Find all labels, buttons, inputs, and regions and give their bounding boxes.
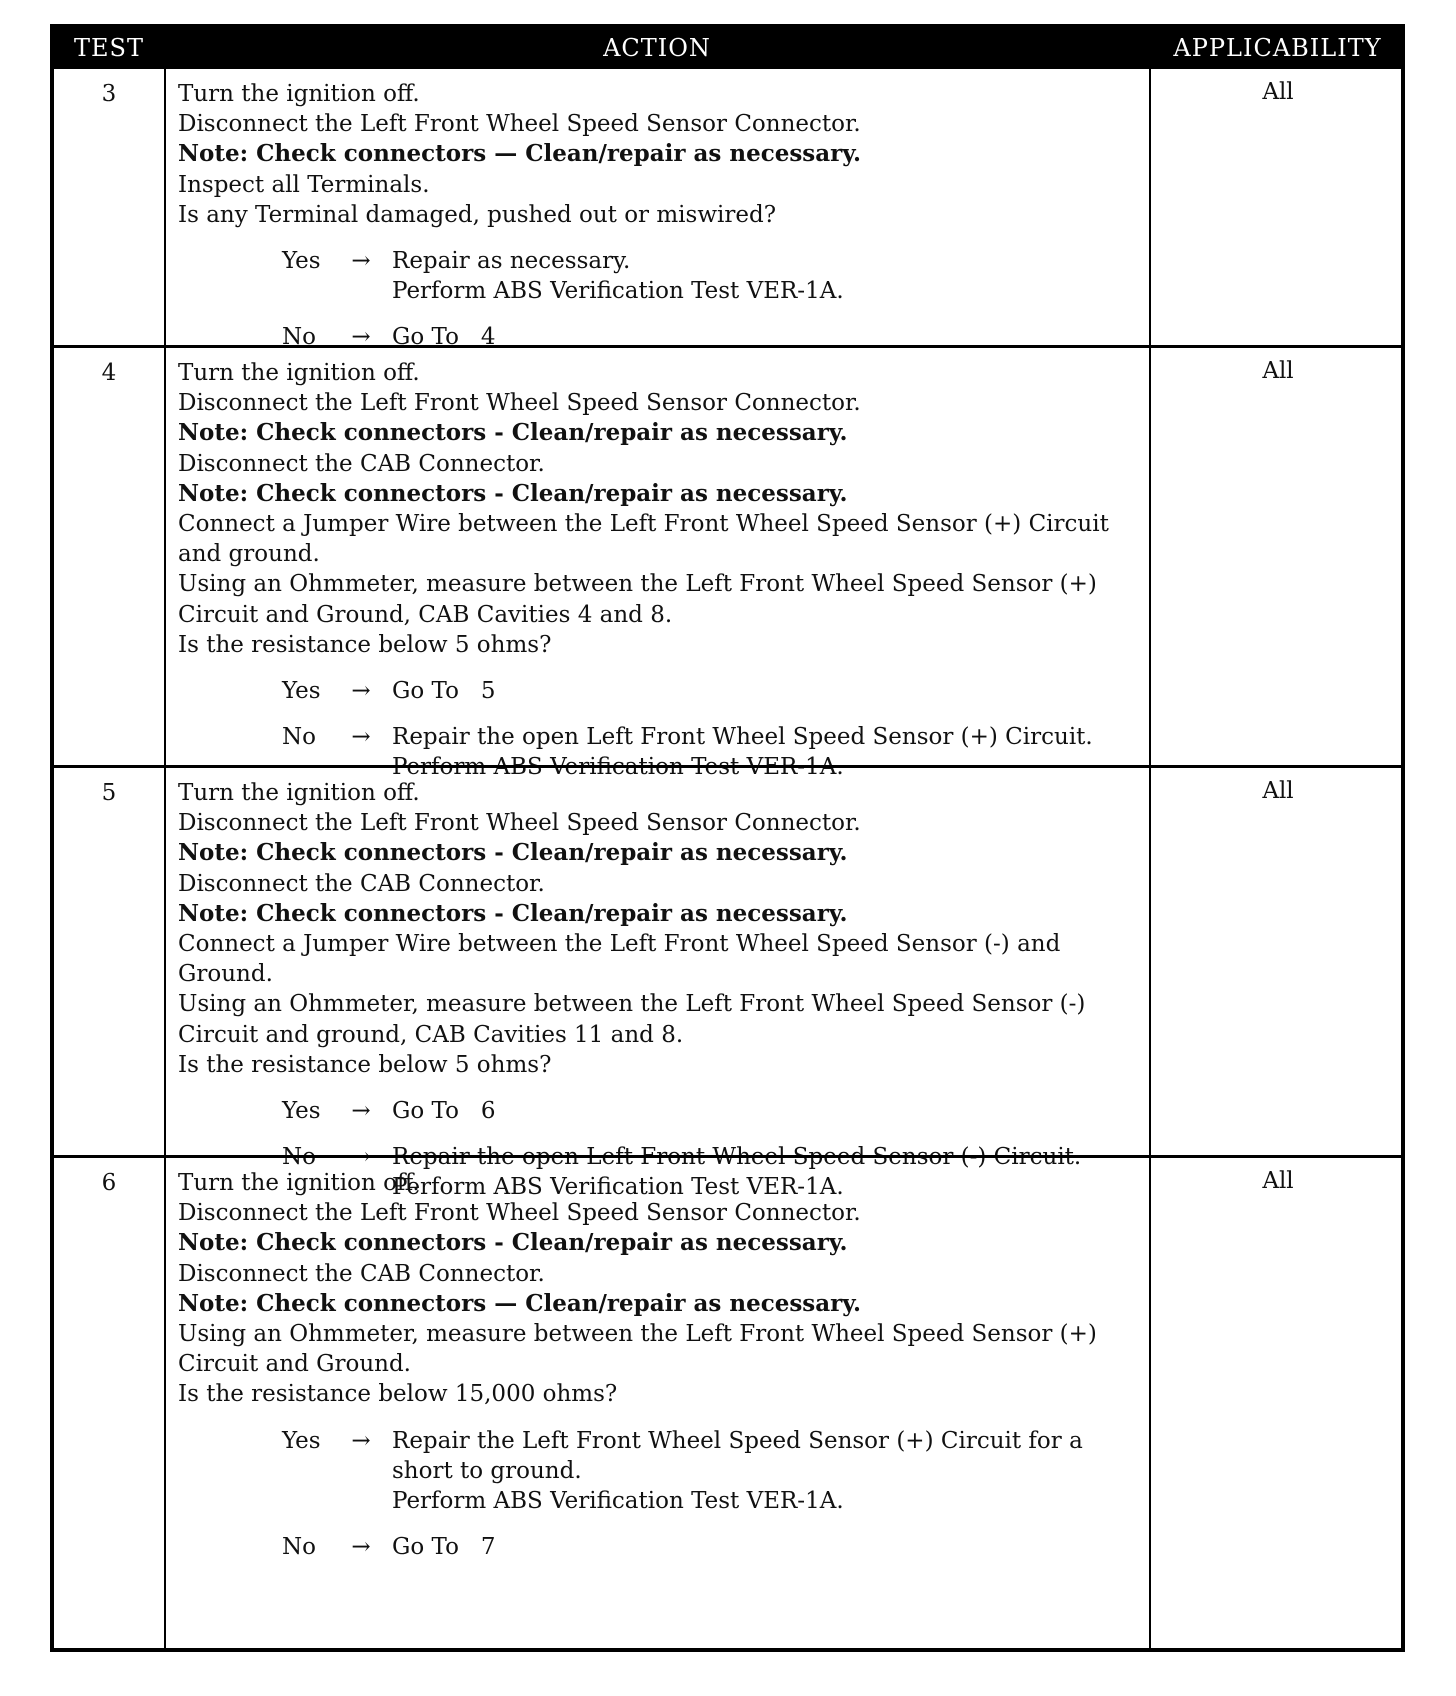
result-line: Perform ABS Verification Test VER-1A. (392, 1488, 844, 1515)
yes-branch (282, 676, 1136, 706)
test-number: 5 (101, 780, 117, 806)
table-row (54, 345, 1401, 781)
action-line: Disconnect the Left Front Wheel Speed Sensor Connector. (178, 111, 861, 138)
action-cell (178, 778, 1136, 1203)
action-line: Disconnect the Left Front Wheel Speed Sensor Connector. (178, 810, 861, 837)
no-branch (282, 1532, 1136, 1562)
action-cell (178, 1168, 1136, 1562)
note-line: Note: Check connectors - Clean/repair as necessary. (178, 419, 848, 447)
action-line: Turn the ignition off. (178, 780, 420, 806)
arrow-icon: → (351, 1098, 371, 1125)
question-line: Is the resistance below 15,000 ohms? (178, 1381, 618, 1408)
applicability-value: All (1262, 1168, 1294, 1194)
action-line: Using an Ohmmeter, measure between the Left Front Wheel Speed Sensor (-) Circuit and ground, CAB Cavities 11 and 8. (178, 991, 1086, 1048)
result-line: Repair the open Left Front Wheel Speed Sensor (-) Circuit. (392, 1144, 1082, 1171)
question-line: Is the resistance below 5 ohms? (178, 631, 552, 658)
table-row (54, 66, 1401, 351)
result-line: Perform ABS Verification Test VER-1A. (392, 278, 844, 305)
yes-label: Yes (282, 248, 321, 275)
test-number: 3 (101, 81, 117, 107)
applicability-value: All (1262, 358, 1294, 384)
action-line: Disconnect the CAB Connector. (178, 870, 545, 897)
note-line: Note: Check connectors - Clean/repair as necessary. (178, 479, 848, 507)
yes-label: Yes (282, 678, 321, 705)
note-line: Note: Check connectors — Clean/repair as necessary. (178, 140, 862, 168)
yes-branch (282, 1426, 1136, 1517)
yes-label: Yes (282, 1427, 321, 1454)
yes-branch (282, 1096, 1136, 1126)
action-line: Using an Ohmmeter, measure between the Left Front Wheel Speed Sensor (+) Circuit and Ground. (178, 1321, 1097, 1378)
test-number: 6 (101, 1170, 117, 1196)
yes-label: Yes (282, 1098, 321, 1125)
result-line: Go To 4 (392, 324, 496, 351)
action-line: Connect a Jumper Wire between the Left Front Wheel Speed Sensor (-) and Ground. (178, 931, 1061, 988)
result-line: Repair the open Left Front Wheel Speed Sensor (+) Circuit. (392, 724, 1093, 751)
header-action: ACTION (603, 34, 711, 62)
header-test: TEST (74, 34, 144, 62)
result-line: Go To 5 (392, 678, 496, 705)
table-row (54, 765, 1401, 1201)
arrow-icon: → (351, 324, 371, 351)
action-line: Turn the ignition off. (178, 1170, 420, 1196)
action-cell (178, 358, 1136, 783)
action-line: Using an Ohmmeter, measure between the Left Front Wheel Speed Sensor (+) Circuit and Ground, CAB Cavities 4 and 8. (178, 571, 1097, 628)
arrow-icon: → (351, 1144, 371, 1171)
arrow-icon: → (351, 1427, 371, 1454)
diagnostic-test-table (50, 24, 1405, 1652)
applicability-value: All (1262, 79, 1294, 105)
action-line: Disconnect the Left Front Wheel Speed Sensor Connector. (178, 390, 861, 417)
applicability-value: All (1262, 778, 1294, 804)
note-line: Note: Check connectors - Clean/repair as necessary. (178, 1229, 848, 1257)
arrow-icon: → (351, 724, 371, 751)
result-line: Perform ABS Verification Test VER-1A. (392, 754, 844, 781)
arrow-icon: → (351, 678, 371, 705)
result-line: Go To 7 (392, 1534, 496, 1561)
result-line: Repair as necessary. (392, 248, 631, 275)
question-line: Is any Terminal damaged, pushed out or miswired? (178, 201, 777, 228)
action-line: Disconnect the Left Front Wheel Speed Sensor Connector. (178, 1200, 861, 1227)
arrow-icon: → (351, 1534, 371, 1561)
action-line: Turn the ignition off. (178, 360, 420, 386)
yes-branch (282, 246, 1136, 306)
test-number: 4 (101, 360, 117, 386)
no-label: No (282, 724, 316, 751)
no-label: No (282, 324, 316, 351)
table-header (54, 28, 1401, 66)
header-applicability: APPLICABILITY (1173, 34, 1382, 62)
action-line: Inspect all Terminals. (178, 171, 430, 198)
result-line: Go To 6 (392, 1098, 496, 1125)
action-line: Disconnect the CAB Connector. (178, 450, 545, 477)
no-label: No (282, 1534, 316, 1561)
action-cell (178, 79, 1136, 353)
table-row (54, 1155, 1401, 1648)
arrow-icon: → (351, 248, 371, 275)
note-line: Note: Check connectors - Clean/repair as necessary. (178, 839, 848, 867)
action-line: Connect a Jumper Wire between the Left Front Wheel Speed Sensor (+) Circuit and ground. (178, 511, 1109, 568)
result-line: Repair the Left Front Wheel Speed Sensor (+) Circuit for a short to ground. (392, 1427, 1083, 1484)
question-line: Is the resistance below 5 ohms? (178, 1051, 552, 1078)
action-line: Disconnect the CAB Connector. (178, 1260, 545, 1287)
no-label: No (282, 1144, 316, 1171)
note-line: Note: Check connectors — Clean/repair as necessary. (178, 1289, 862, 1317)
note-line: Note: Check connectors - Clean/repair as necessary. (178, 899, 848, 927)
action-line: Turn the ignition off. (178, 81, 420, 107)
result-line: Perform ABS Verification Test VER-1A. (392, 1174, 844, 1201)
